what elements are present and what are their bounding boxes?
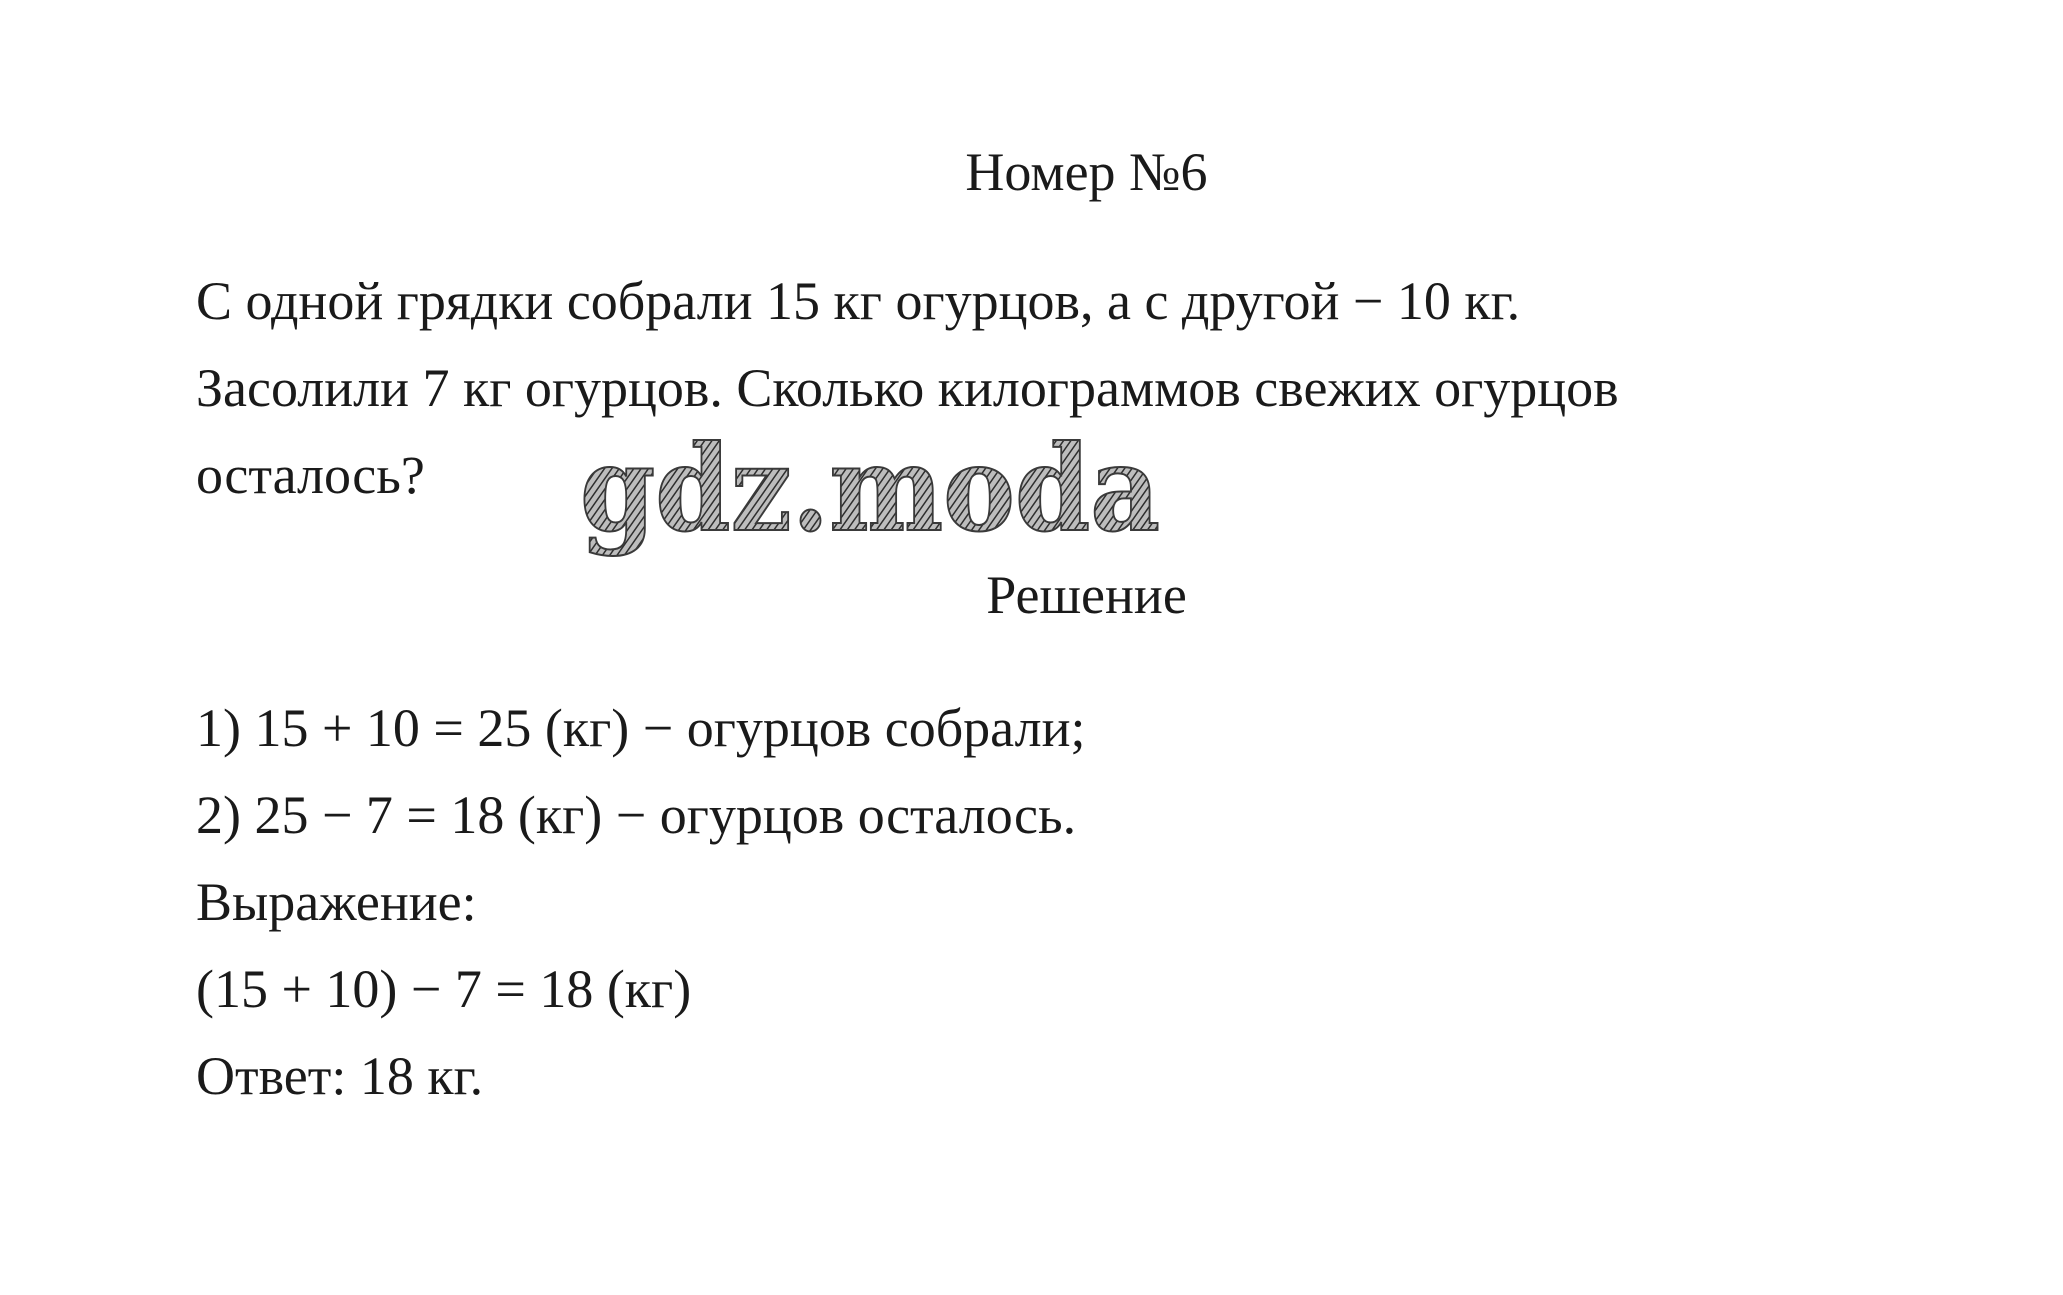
solution-line: (15 + 10) − 7 = 18 (кг) <box>196 959 692 1019</box>
watermark-logo <box>572 430 1172 580</box>
solution-heading: Решение <box>986 565 1187 625</box>
solution-line: Ответ: 18 кг. <box>196 1046 484 1106</box>
problem-line: С одной грядки собрали 15 кг огурцов, а с другой − 10 кг. <box>196 271 1521 331</box>
problem-line: Засолили 7 кг огурцов. Сколько килограммов свежих огурцов <box>196 358 1619 418</box>
task-title: Номер №6 <box>965 142 1208 202</box>
solution-text <box>196 685 1085 1120</box>
solution-line: Выражение: <box>196 872 477 932</box>
solution-line: 1) 15 + 10 = 25 (кг) − огурцов собрали; <box>196 698 1086 758</box>
solution-line: 2) 25 − 7 = 18 (кг) − огурцов осталось. <box>196 785 1077 845</box>
problem-line: осталось? <box>196 445 425 505</box>
svg-text:gdz.moda: gdz.moda <box>580 430 1160 558</box>
